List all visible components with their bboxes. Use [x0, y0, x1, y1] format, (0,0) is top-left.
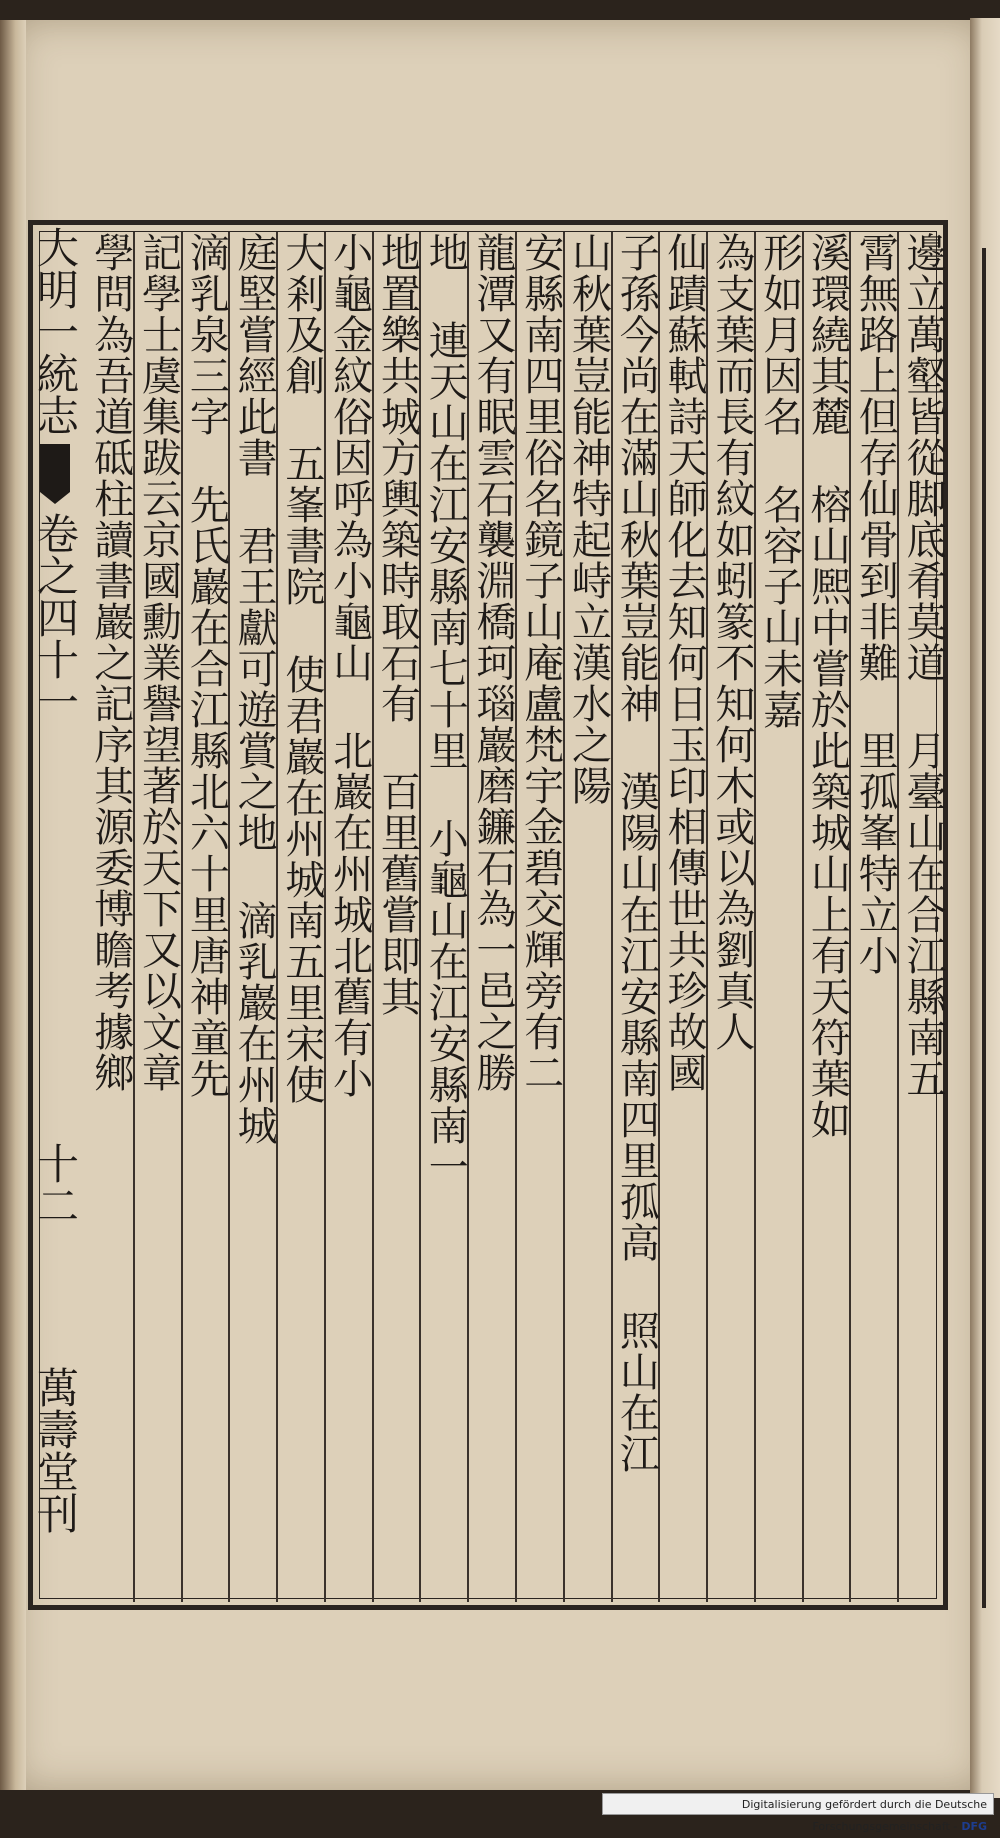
text-column: 地置樂共城方輿築時取石有 百里舊嘗即其 [374, 232, 421, 1017]
text-column: 記學士虞集跋云京國勳業譽望著於天下又以文章 [135, 232, 182, 1093]
facing-page-border [982, 248, 1000, 1608]
text-column: 為支葉而長有紋如蚓篆不知何木或以為劉真人 [708, 232, 755, 1052]
leaf-number: 十二 [31, 1142, 80, 1226]
text-column: 溪環繞其麓 榕山熈中嘗於此築城山上有天符葉如 [804, 232, 851, 1140]
text-column: 龍潭又有眠雲石襲淵橋珂瑙巖磨鐮石為一邑之勝 [469, 232, 516, 1093]
publisher-mark: 萬壽堂刊 [31, 1366, 80, 1534]
book-title: 大明一統志 [31, 226, 80, 436]
digitization-footer [602, 1793, 994, 1833]
text-column: 邊立萬壑皆從脚底肴莫道 月臺山在合江縣南五 [899, 232, 946, 1099]
text-column: 大剎及創 五峯書院 使君巖在州城南五里宋使 [278, 232, 325, 1105]
binding-edge [0, 20, 26, 1790]
text-column: 滴乳泉三字 先氏巖在合江縣北六十里唐神童先 [183, 232, 230, 1099]
facing-page-edge [970, 18, 1000, 1798]
text-column: 形如月因名 名容子山未嘉 [756, 232, 803, 730]
text-column: 學問為吾道砥柱讀書巖之記序其源委博瞻考據鄉 [87, 232, 134, 1093]
text-column: 子孫今尚在滿山秋葉豈能神 漢陽山在江安縣南四里孤高 照山在江 [613, 232, 660, 1474]
text-column: 安縣南四里俗名鏡子山庵盧梵宇金碧交輝旁有二 [517, 232, 564, 1093]
text-column: 小龜金紋俗因呼為小龜山 北巖在州城北舊有小 [326, 232, 373, 1099]
dfg-logo: DFG [961, 1820, 987, 1833]
text-column: 仙蹟蘇軾詩天師化去知何日玉印相傳世共珍故國 [661, 232, 708, 1093]
fish-tail-mark [40, 444, 70, 504]
block-margin-column [30, 226, 80, 1606]
footer-text: Digitalisierung gefördert durch die Deutsche Forschungsgemeinschaft - [741, 1798, 987, 1833]
text-column: 庭堅嘗經此書 君王獻可遊賞之地 滴乳巖在州城 [231, 232, 278, 1146]
text-column: 地 連天山在江安縣南七十里 小龜山在江安縣南一 [422, 232, 469, 1187]
text-column: 霄無路上但存仙骨到非難 里孤峯特立小 [852, 232, 899, 976]
juan-number: 卷之四十一 [31, 512, 80, 722]
text-column: 山秋葉豈能神特起峙立漢水之陽 [565, 232, 612, 806]
